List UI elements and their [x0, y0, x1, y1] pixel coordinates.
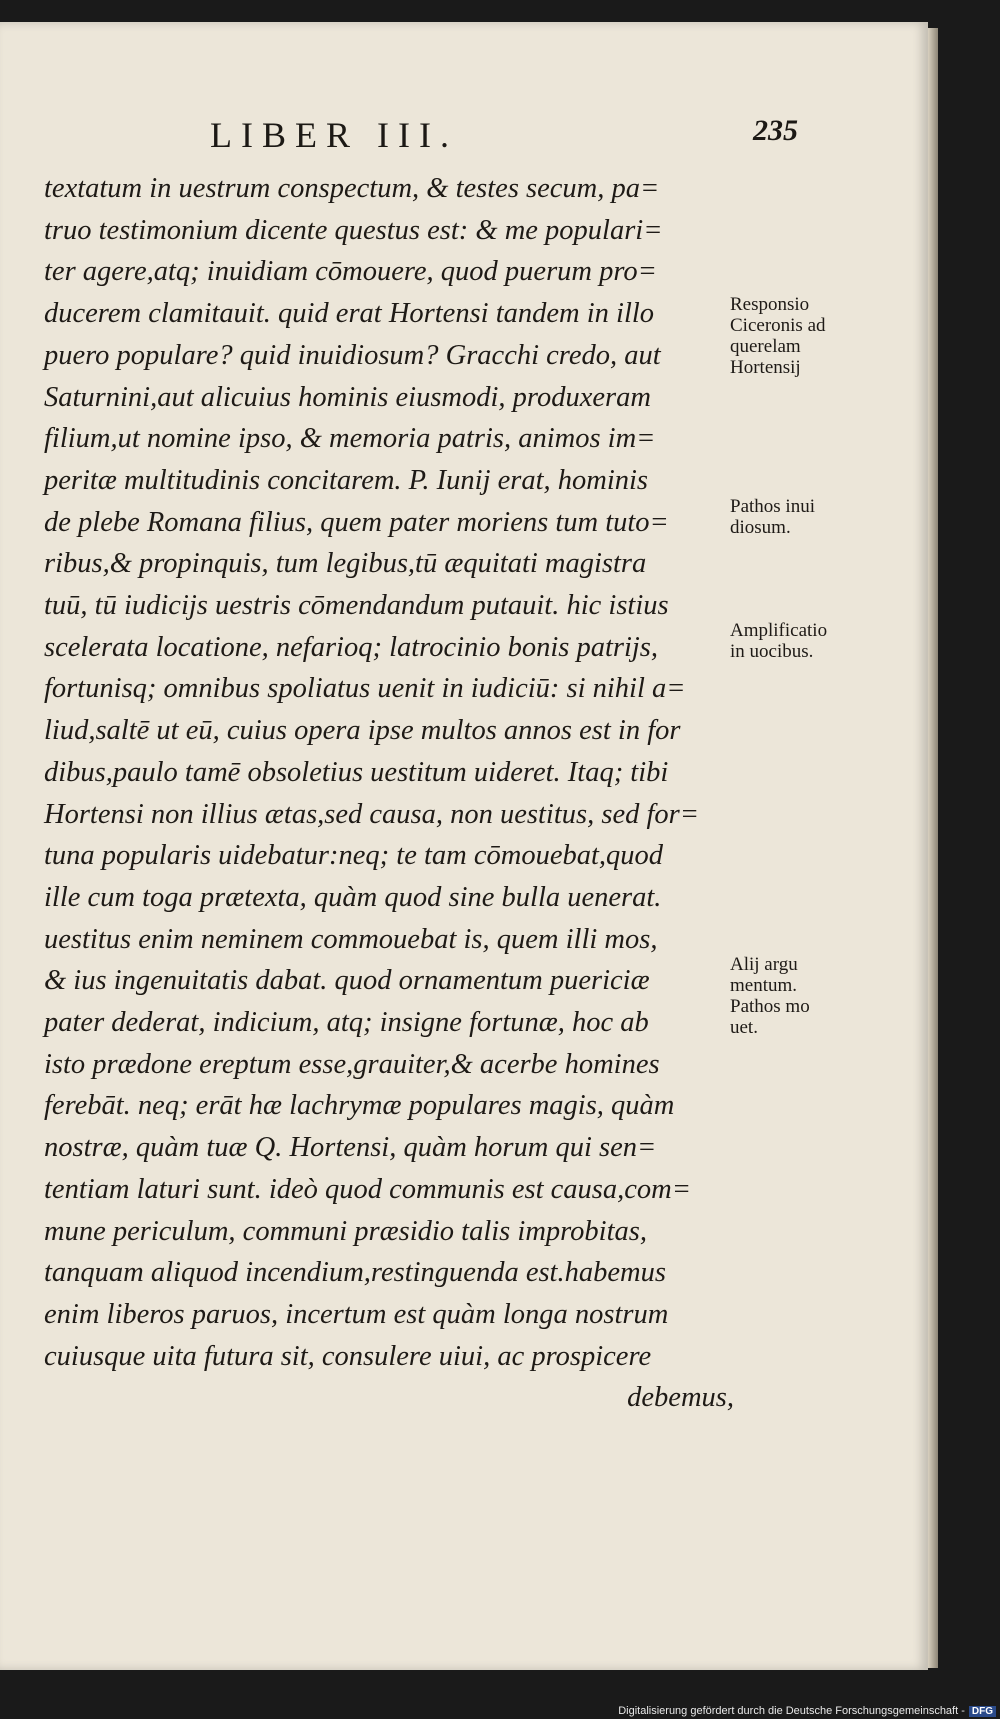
page-number: 235	[753, 114, 798, 147]
text-line: & ius ingenuitatis dabat. quod ornamentum puericiæ	[44, 965, 650, 997]
text-line: ribus,& propinquis, tum legibus,tū æquitati magistra	[44, 548, 647, 580]
text-line: Hortensi non illius ætas,sed causa, non uestitus, sed for=	[44, 798, 699, 830]
marginal-note-amplificatio	[730, 620, 900, 662]
text-line: fortunisq; omnibus spoliatus uenit in iudiciū: si nihil a=	[44, 673, 686, 705]
marginal-line: Alij argu	[730, 954, 798, 975]
text-line: pater dederat, indicium, atq; insigne fortunæ, hoc ab	[44, 1007, 649, 1039]
marginal-line: diosum.	[730, 517, 791, 538]
text-line: tuna popularis uidebatur:neq; te tam cōmouebat,quod	[44, 840, 664, 872]
marginal-line: Amplificatio	[730, 620, 828, 641]
text-line: truo testimonium dicente questus est: & me populari=	[44, 214, 663, 246]
marginal-line: Pathos inui	[730, 496, 815, 517]
page-edge-shadow	[928, 28, 938, 1668]
text-line: liud,saltē ut eū, cuius opera ipse multos annos est in for	[44, 715, 681, 747]
text-line: filium,ut nomine ipso, & memoria patris, animos im=	[44, 423, 656, 455]
book-page	[0, 22, 928, 1670]
credit-text: Digitalisierung gefördert durch die Deutsche Forschungsgemeinschaft -	[618, 1705, 965, 1717]
marginal-line: mentum.	[730, 975, 798, 996]
text-line: uestitus enim neminem commouebat is, quem illi mos,	[44, 923, 658, 955]
text-line: dibus,paulo tamē obsoletius uestitum uideret. Itaq; tibi	[44, 756, 669, 788]
text-line: de plebe Romana filius, quem pater moriens tum tuto=	[44, 506, 669, 538]
marginal-note-responsio	[730, 294, 900, 378]
text-line: scelerata locatione, nefarioq; latrocinio bonis patrijs,	[44, 631, 659, 663]
text-line: tuū, tū iudicijs uestris cōmendandum putauit. hic istius	[44, 590, 669, 622]
main-text-block	[44, 168, 734, 1419]
text-line: isto prædone ereptum esse,grauiter,& acerbe homines	[44, 1048, 660, 1080]
text-line: ducerem clamitauit. quid erat Hortensi tandem in illo	[44, 298, 655, 330]
marginal-line: Responsio	[730, 294, 810, 315]
text-line: cuiusque uita futura sit, consulere uiui, ac prospicere	[44, 1340, 652, 1372]
marginal-note-pathos-inuidiosum	[730, 496, 900, 538]
text-line: enim liberos paruos, incertum est quàm longa nostrum	[44, 1298, 669, 1330]
text-line: tanquam aliquod incendium,restinguenda est.habemus	[44, 1257, 666, 1289]
digitization-credit	[618, 1705, 996, 1717]
text-line: mune periculum, communi præsidio talis improbitas,	[44, 1215, 647, 1247]
text-line: Saturnini,aut alicuius hominis eiusmodi, produxeram	[44, 381, 651, 413]
marginal-line: querelam	[730, 336, 801, 357]
catchword: debemus,	[627, 1382, 734, 1414]
text-line: ille cum toga prætexta, quàm quod sine bulla uenerat.	[44, 881, 662, 913]
dfg-logo: DFG	[969, 1706, 996, 1717]
marginal-line: Pathos mo	[730, 996, 810, 1017]
text-line: ter agere,atq; inuidiam cōmouere, quod puerum pro=	[44, 256, 657, 288]
marginal-note-alij-argumentum	[730, 954, 900, 1038]
page-header	[210, 114, 798, 162]
text-line: nostræ, quàm tuæ Q. Hortensi, quàm horum qui sen=	[44, 1132, 657, 1164]
marginal-line: uet.	[730, 1017, 758, 1038]
text-line: puero populare? quid inuidiosum? Gracchi credo, aut	[44, 339, 661, 371]
marginal-line: Ciceronis ad	[730, 315, 826, 336]
running-head: LIBER III.	[210, 115, 458, 155]
text-line: ferebāt. neq; erāt hæ lachrymæ populares magis, quàm	[44, 1090, 675, 1122]
text-line: textatum in uestrum conspectum, & testes secum, pa=	[44, 173, 660, 204]
marginal-line: in uocibus.	[730, 641, 814, 662]
text-line: tentiam laturi sunt. ideò quod communis est causa,com=	[44, 1173, 691, 1205]
marginal-line: Hortensij	[730, 357, 801, 378]
text-line: peritæ multitudinis concitarem. P. Iunij erat, hominis	[44, 464, 649, 496]
